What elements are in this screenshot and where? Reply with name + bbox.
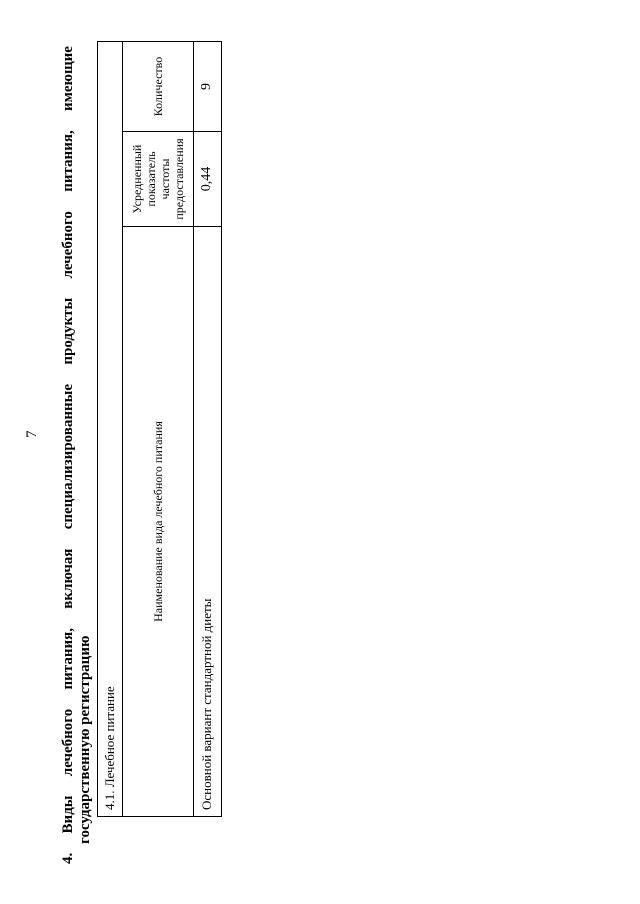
table-header-row xyxy=(123,41,193,816)
heading-word: питания, xyxy=(60,130,76,192)
heading-word: питания, xyxy=(60,628,76,690)
table-section-row xyxy=(98,41,123,816)
section-heading-line-1 xyxy=(60,46,77,864)
heading-word: лечебного xyxy=(60,708,76,777)
column-header-frequency-line: показатель частоты xyxy=(143,151,172,207)
column-header-quantity: Количество xyxy=(123,41,193,131)
heading-word: продукты xyxy=(60,297,76,365)
heading-word: специализированные xyxy=(60,383,76,530)
heading-word: имеющие xyxy=(60,46,76,111)
section-heading xyxy=(60,46,94,864)
diet-name-cell: Основной вариант стандартной диеты xyxy=(193,227,221,817)
column-header-frequency-line: Усредненный xyxy=(129,144,144,214)
page-number: 7 xyxy=(24,430,40,438)
column-header-frequency xyxy=(123,132,193,227)
therapeutic-nutrition-table xyxy=(97,41,222,817)
quantity-cell: 9 xyxy=(193,41,221,131)
section-heading-line-2: государственную регистрацию xyxy=(77,635,93,844)
table-row xyxy=(193,41,221,816)
column-header-frequency-line: предоставления xyxy=(171,138,186,220)
heading-word: Виды xyxy=(60,795,76,834)
column-header-name: Наименование вида лечебного питания xyxy=(123,227,193,817)
frequency-cell: 0,44 xyxy=(193,132,221,227)
heading-word: лечебного xyxy=(60,211,76,279)
section-number: 4. xyxy=(60,852,76,864)
heading-word: включая xyxy=(60,548,76,609)
table-section-label: 4.1. Лечебное питание xyxy=(98,41,123,816)
